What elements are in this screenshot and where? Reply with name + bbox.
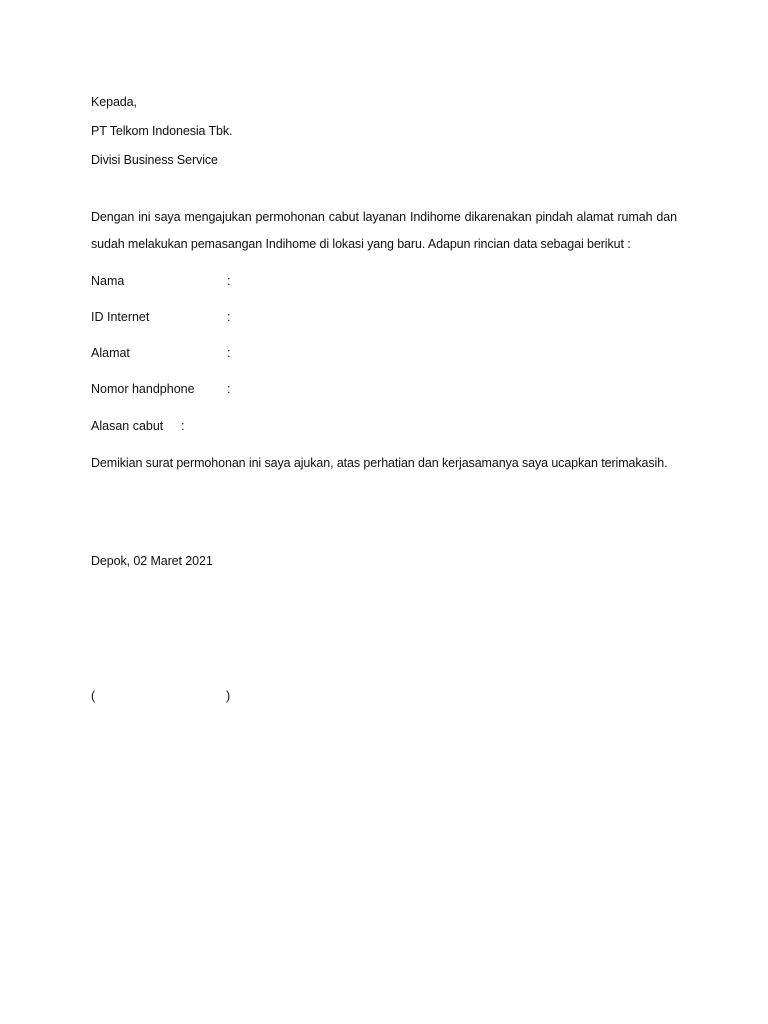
field-row-id-internet [91,309,241,325]
closing-paragraph: Demikian surat permohonan ini saya ajukan, atas perhatian dan kerjasamanya saya ucapkan terimakasih. [91,456,668,470]
field-label: Nama [91,274,125,288]
field-row-alamat [91,345,241,361]
field-label: Alamat [91,346,130,360]
recipient-to-label: Kepada, [91,95,137,109]
field-colon: : [227,274,231,288]
intro-paragraph: Dengan ini saya mengajukan permohonan cabut layanan Indihome dikarenakan pindah alamat rumah dan sudah melakukan pemasangan Indihome di lokasi yang baru. Adapun rincian data sebagai berikut : [91,210,677,251]
field-label: Nomor handphone [91,382,195,396]
field-row-nomor-handphone [91,381,241,397]
field-label: Alasan cabut [91,419,164,433]
recipient-company: PT Telkom Indonesia Tbk. [91,124,233,138]
field-row-alasan-cabut [91,418,241,434]
place-date: Depok, 02 Maret 2021 [91,554,213,568]
signature-open-paren: ( [91,689,96,703]
field-label: ID Internet [91,310,150,324]
field-colon: : [227,310,231,324]
field-colon: : [227,346,231,360]
signature-close-paren: ) [226,689,231,703]
field-colon: : [227,382,231,396]
field-colon: : [181,419,185,433]
recipient-division: Divisi Business Service [91,153,218,167]
field-row-nama [91,273,241,289]
